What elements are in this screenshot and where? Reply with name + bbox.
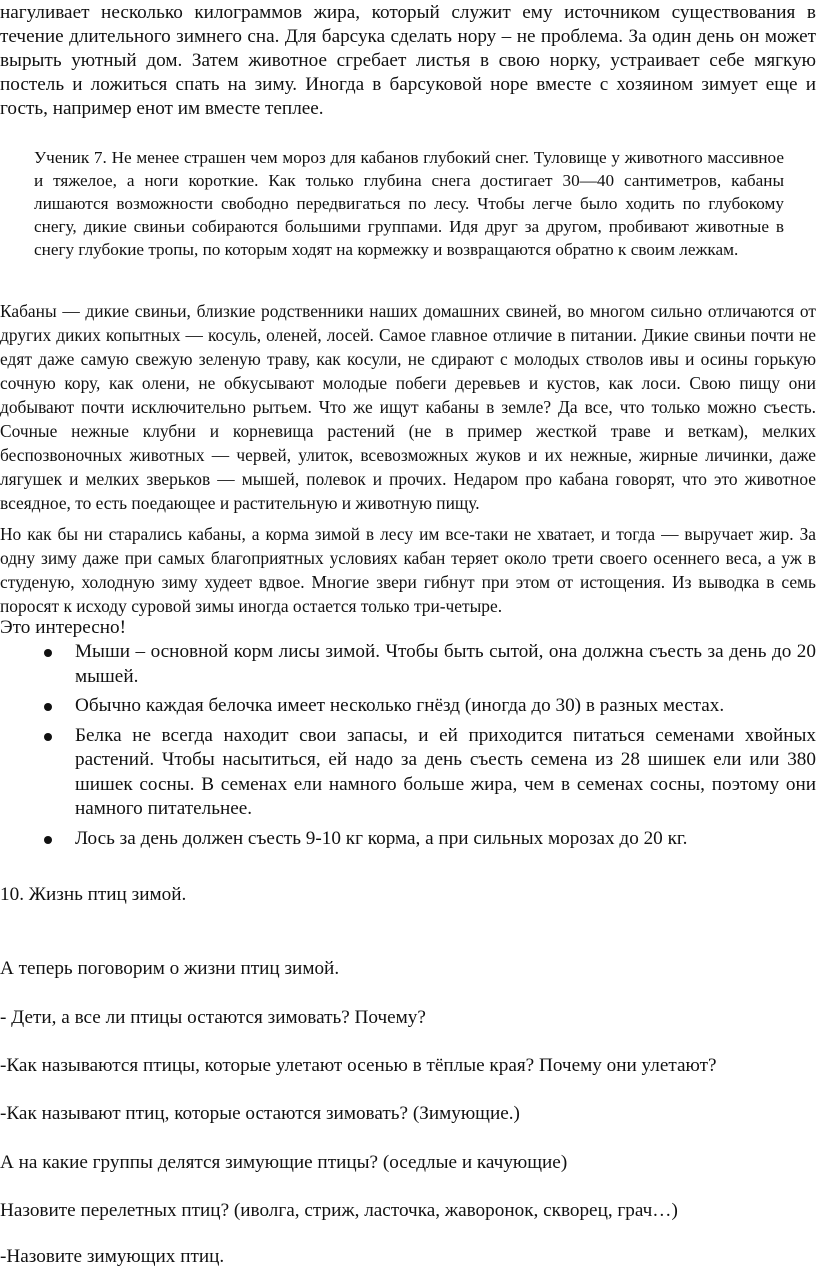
lesson-line: А на какие группы делятся зимующие птицы? (оседлые и качующие): [0, 1152, 568, 1173]
fact-text: Лось за день должен съесть 9-10 кг корма, а при сильных морозах до 20 кг.: [75, 827, 688, 849]
list-item: [0, 640, 816, 689]
list-item: [0, 827, 816, 852]
paragraph-boars-food: Кабаны — дикие свиньи, близкие родственники наших домашних свиней, во многом сильно отличаются от других диких копытных — косуль, оленей, лосей. Самое главное отличие в питании. Дикие свиньи почти не едят даже самую свежую зеленую траву, как косули, не сдирают с молодых стволов ивы и осины горькую сочную кору, как олени, не обкусывают молодые побеги деревьев и кустов, как лоси. Свою пищу они добывают почти исключительно рытьем. Что же ищут кабаны в земле? Да все, что только можно съесть. Сочные нежные клубни и корневища растений (не в пример жесткой траве и веткам), мелких беспозвоночных животных — червей, улиток, всевозможных жуков и их нежные, жирные личинки, даже лягушек и мелких зверьков — мышей, полевок и прочих. Недаром про кабана говорят, что это животное всеядное, то есть поедающее и растительную и животную пищу.: [0, 301, 816, 513]
lesson-line: -Назовите зимующих птиц.: [0, 1246, 225, 1267]
lesson-line: -Как называются птицы, которые улетают осенью в тёплые края? Почему они улетают?: [0, 1055, 717, 1076]
section-heading: 10. Жизнь птиц зимой.: [0, 884, 187, 905]
list-item: [0, 694, 816, 719]
lesson-line: -Как называют птиц, которые остаются зимовать? (Зимующие.): [0, 1103, 520, 1124]
lesson-line: - Дети, а все ли птицы остаются зимовать? Почему?: [0, 1007, 426, 1028]
paragraph-boars-winter: Но как бы ни старались кабаны, а корма зимой в лесу им все-таки не хватает, и тогда — выручает жир. За одну зиму даже при самых благоприятных условиях кабан теряет около трети своего осеннего веса, а уж в студеную, холодную зиму худеет вдвое. Многие звери гибнут при этом от истощения. Из выводка в семь поросят к исходу суровой зимы иногда остается только три-четыре.: [0, 524, 816, 616]
fact-text: Мыши – основной корм лисы зимой. Чтобы быть сытой, она должна съесть за день до 20 мышей.: [75, 641, 816, 687]
interesting-heading: Это интересно!: [0, 617, 126, 638]
lesson-line: Назовите перелетных птиц? (иволга, стриж, ласточка, жаворонок, скворец, грач…): [0, 1200, 678, 1221]
interesting-facts-list: [0, 640, 816, 856]
bullet-icon: [44, 703, 52, 711]
paragraph-badger-end: нагуливает несколько килограммов жира, который служит ему источником существования в течение длительного зимнего сна. Для барсука сделать нору – не проблема. За один день он может вырыть уютный дом. Затем животное сгребает листья в свою норку, устраивает себе мягкую постель и ложиться спать на зиму. Иногда в барсуковой норе вместе с хозяином зимует еще и гость, например енот им вместе теплее.: [0, 2, 816, 119]
lesson-line: А теперь поговорим о жизни птиц зимой.: [0, 958, 340, 979]
paragraph-student-7: Ученик 7. Не менее страшен чем мороз для кабанов глубокий снег. Туловище у животного массивное и тяжелое, а ноги короткие. Как только глубина снега достигает 30—40 сантиметров, кабаны лишаются возможности свободно передвигаться по лесу. Чтобы легче было ходить по глубокому снегу, дикие свиньи собираются большими группами. Идя друг за другом, пробивают животные в снегу глубокие тропы, по которым ходят на кормежку и возвращаются обратно к своим лежкам.: [34, 148, 784, 259]
fact-text: Белка не всегда находит свои запасы, и ей приходится питаться семенами хвойных растений. Чтобы насытиться, ей надо за день съесть семена из 28 шишек ели или 380 шишек сосны. В семенах ели намного больше жира, чем в семенах сосны, поэтому они намного питательнее.: [75, 724, 816, 819]
bullet-icon: [44, 649, 52, 657]
bullet-icon: [44, 733, 52, 741]
bullet-icon: [44, 836, 52, 844]
list-item: [0, 724, 816, 822]
fact-text: Обычно каждая белочка имеет несколько гнёзд (иногда до 30) в разных местах.: [75, 695, 725, 716]
